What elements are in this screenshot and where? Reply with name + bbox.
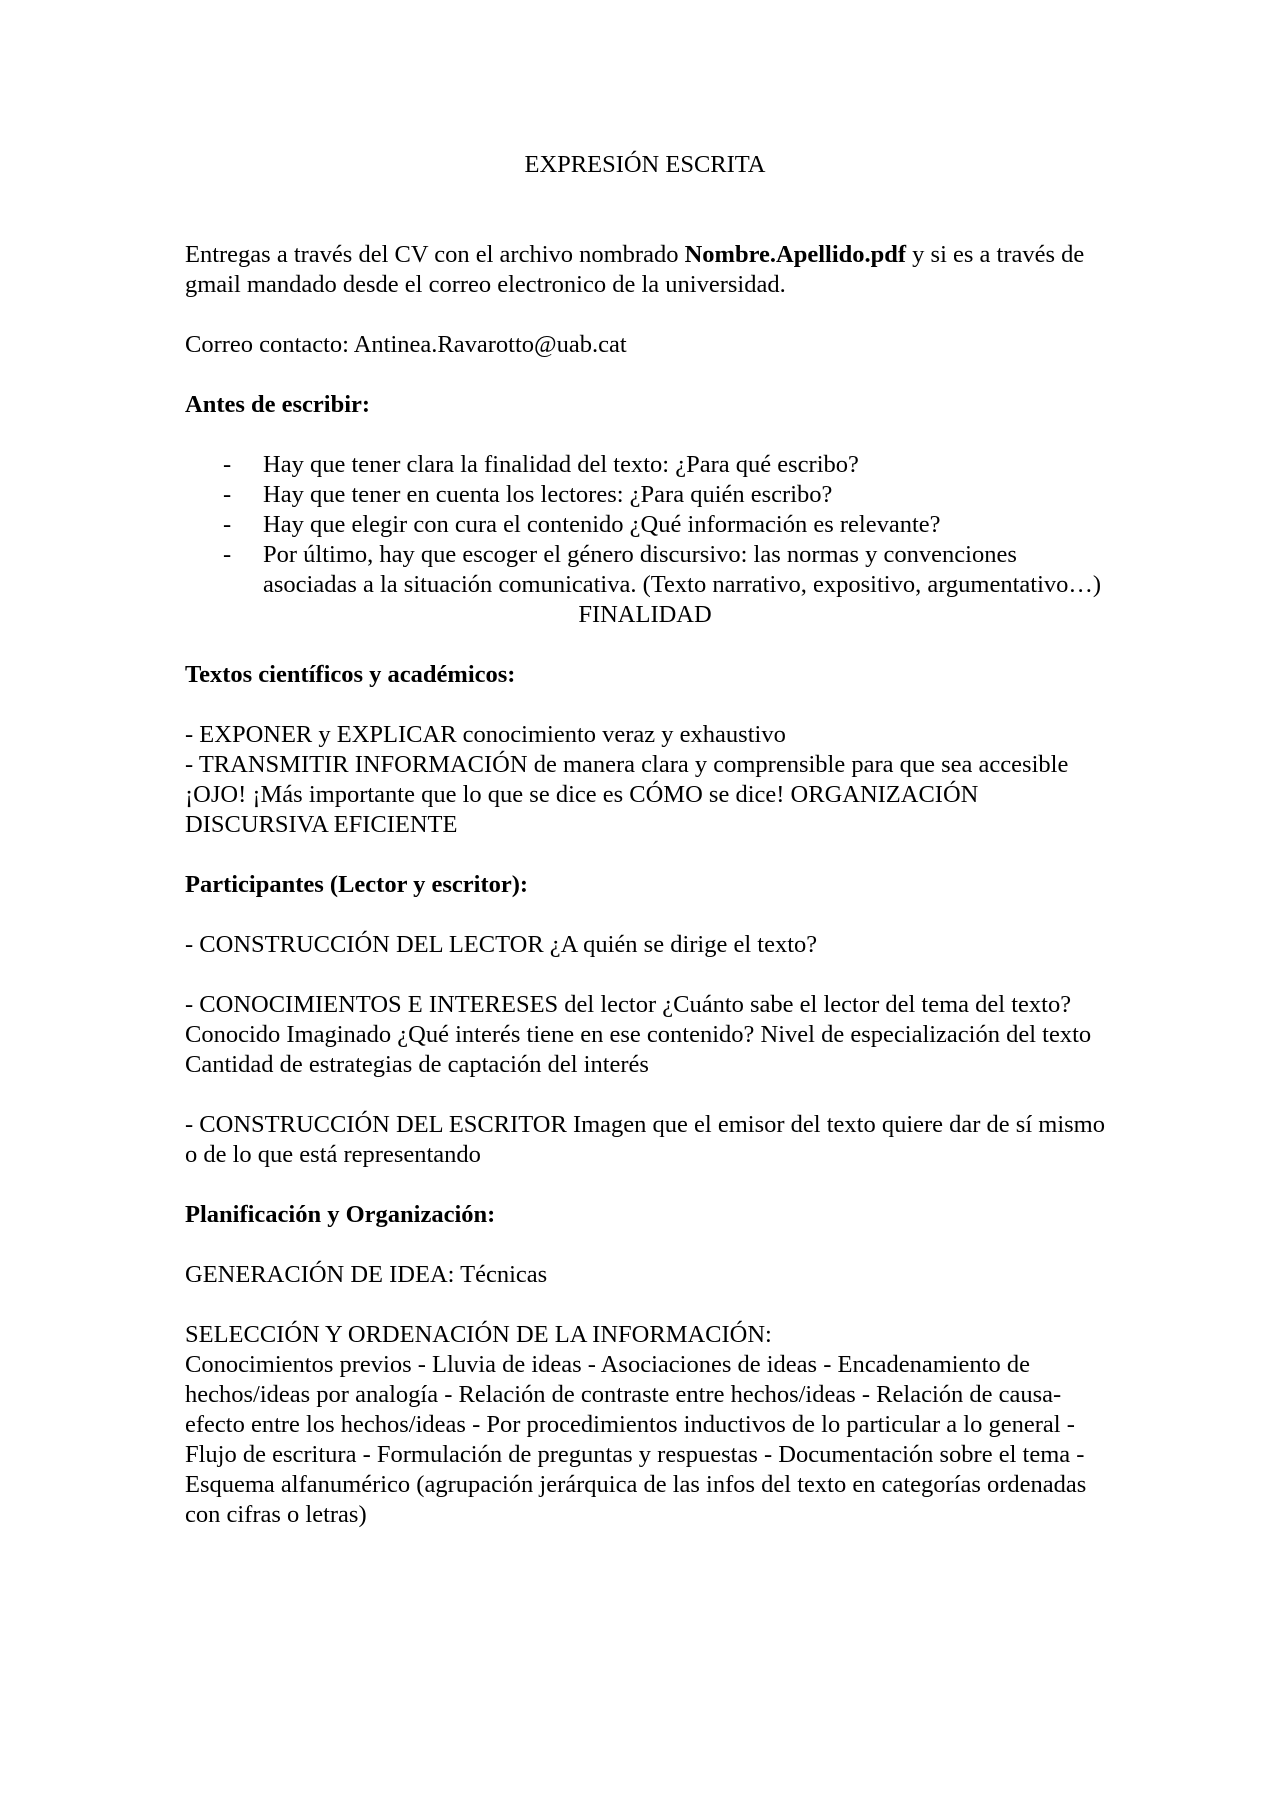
document-title: EXPRESIÓN ESCRITA	[524, 151, 766, 178]
before-writing-list	[185, 450, 1105, 600]
participants-heading: Participantes (Lector y escritor):	[185, 871, 529, 898]
list-item-text: Hay que elegir con cura el contenido ¿Qué información es relevante?	[263, 511, 941, 538]
selection-body: Conocimientos previos - Lluvia de ideas - Asociaciones de ideas - Encadenamiento de hechos/ideas por analogía - Relación de contraste entre hechos/ideas - Relación de causa-efecto entre los hechos/ideas - Por procedimientos inductivos de lo particular a lo general - Flujo de escritura - Formulación de preguntas y respuestas - Documentación sobre el tema - Esquema alfanumérico (agrupación jerárquica de las infos del texto en categorías ordenadas con cifras o letras)	[185, 1351, 1087, 1528]
reader-knowledge: - CONOCIMIENTOS E INTERESES del lector ¿Cuánto sabe el lector del tema del texto? Conocido Imaginado ¿Qué interés tiene en ese contenido? Nivel de especialización del texto Cantidad de estrategias de captación del interés	[185, 991, 1092, 1078]
file-name: Nombre.Apellido.pdf	[684, 241, 907, 268]
planning-heading: Planificación y Organización:	[185, 1201, 496, 1228]
contact-line: Correo contacto: Antinea.Ravarotto@uab.cat	[185, 331, 627, 358]
intro-text-end: y si es a través de gmail mandado desde el correo electronico de la universidad.	[185, 241, 1085, 298]
list-item-text: Hay que tener clara la finalidad del texto: ¿Para qué escribo?	[263, 451, 859, 478]
list-item	[185, 450, 1105, 480]
finalidad-title: FINALIDAD	[578, 601, 712, 628]
bullet-dash: -	[223, 451, 232, 478]
reader-construction: - CONSTRUCCIÓN DEL LECTOR ¿A quién se dirige el texto?	[185, 931, 818, 958]
bullet-dash: -	[223, 511, 232, 538]
before-writing-heading: Antes de escribir:	[185, 391, 371, 418]
writer-construction: - CONSTRUCCIÓN DEL ESCRITOR Imagen que el emisor del texto quiere dar de sí mismo o de lo que está representando	[185, 1111, 1105, 1168]
list-item	[185, 540, 1105, 600]
selection-heading: SELECCIÓN Y ORDENACIÓN DE LA INFORMACIÓN:	[185, 1321, 772, 1348]
idea-generation: GENERACIÓN DE IDEA: Técnicas	[185, 1261, 548, 1288]
scientific-line-1: - EXPONER y EXPLICAR conocimiento veraz y exhaustivo	[185, 721, 786, 748]
list-item-text: Hay que tener en cuenta los lectores: ¿Para quién escribo?	[263, 481, 833, 508]
bullet-dash: -	[223, 481, 232, 508]
list-item	[185, 480, 1105, 510]
list-item	[185, 510, 1105, 540]
intro-text-start: Entregas a través del CV con el archivo nombrado	[185, 241, 685, 268]
document-body	[185, 150, 1105, 1530]
intro-paragraph	[185, 240, 1105, 300]
list-item-text: Por último, hay que escoger el género discursivo: las normas y convenciones asociadas a la situación comunicativa. (Texto narrativo, expositivo, argumentativo…)	[263, 541, 1102, 598]
scientific-line-2: - TRANSMITIR INFORMACIÓN de manera clara y comprensible para que sea accesible ¡OJO! ¡Más importante que lo que se dice es CÓMO se dice! ORGANIZACIÓN DISCURSIVA EFICIENTE	[185, 751, 1069, 838]
bullet-dash: -	[223, 541, 232, 568]
scientific-heading: Textos científicos y académicos:	[185, 661, 516, 688]
